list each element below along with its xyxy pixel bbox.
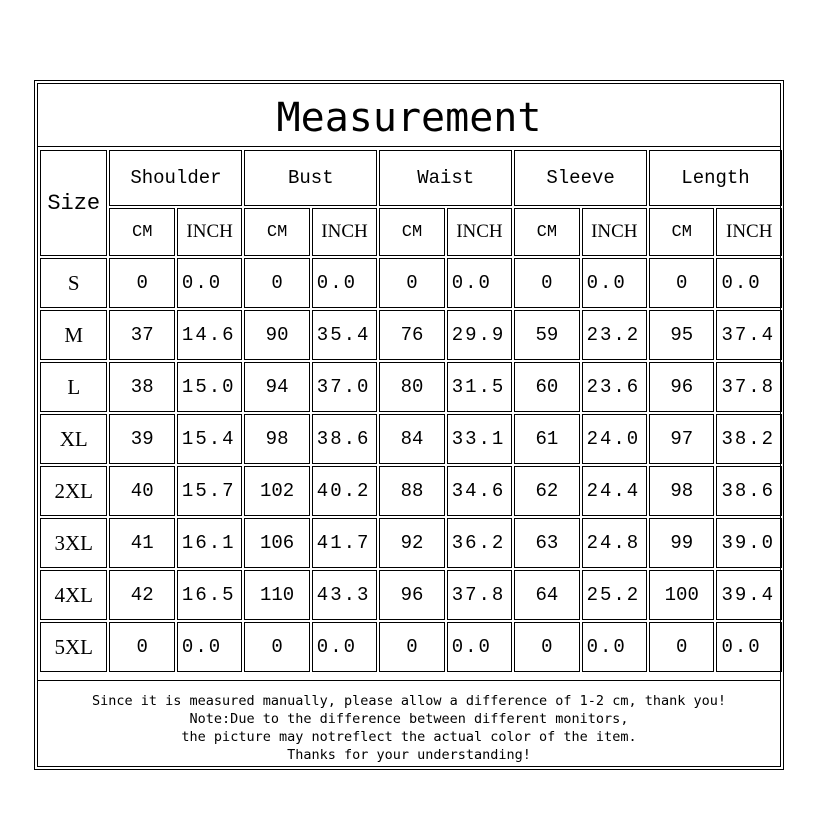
inch-cell: 14.6 [177, 310, 242, 360]
cm-cell: 38 [109, 362, 174, 412]
unit-cm-header: CM [244, 208, 309, 256]
unit-cm-header: CM [379, 208, 444, 256]
inch-cell: 36.2 [447, 518, 512, 568]
cm-cell: 0 [649, 258, 714, 308]
inch-cell: 31.5 [447, 362, 512, 412]
unit-inch-header: INCH [312, 208, 377, 256]
table-row [40, 310, 782, 360]
cm-cell: 63 [514, 518, 579, 568]
footer-note [38, 680, 780, 766]
cm-cell: 76 [379, 310, 444, 360]
inch-cell: 15.7 [177, 466, 242, 516]
inch-cell: 24.4 [582, 466, 647, 516]
inch-cell: 41.7 [312, 518, 377, 568]
size-cell: S [40, 258, 107, 308]
table-row [40, 258, 782, 308]
cm-cell: 0 [649, 622, 714, 672]
size-cell: 5XL [40, 622, 107, 672]
cm-cell: 40 [109, 466, 174, 516]
cm-cell: 0 [379, 622, 444, 672]
cm-cell: 110 [244, 570, 309, 620]
unit-inch-header: INCH [447, 208, 512, 256]
table-row [40, 622, 782, 672]
unit-inch-header: INCH [582, 208, 647, 256]
size-cell: L [40, 362, 107, 412]
size-column-header: Size [40, 150, 107, 256]
size-cell: XL [40, 414, 107, 464]
inch-cell: 34.6 [447, 466, 512, 516]
footer-line: Since it is measured manually, please allow a difference of 1-2 cm, thank you! [92, 693, 726, 709]
inch-cell: 24.8 [582, 518, 647, 568]
cm-cell: 96 [649, 362, 714, 412]
inch-cell: 0.0 [582, 622, 647, 672]
cm-cell: 41 [109, 518, 174, 568]
cm-cell: 0 [514, 258, 579, 308]
cm-cell: 88 [379, 466, 444, 516]
cm-cell: 102 [244, 466, 309, 516]
inch-cell: 16.5 [177, 570, 242, 620]
cm-cell: 96 [379, 570, 444, 620]
cm-cell: 62 [514, 466, 579, 516]
footer-line: the picture may notreflect the actual color of the item. [181, 729, 637, 745]
inch-cell: 16.1 [177, 518, 242, 568]
inch-cell: 0.0 [447, 258, 512, 308]
bust-header: Bust [244, 150, 377, 206]
table-row [40, 570, 782, 620]
size-cell: 2XL [40, 466, 107, 516]
cm-cell: 0 [514, 622, 579, 672]
cm-cell: 39 [109, 414, 174, 464]
size-cell: 3XL [40, 518, 107, 568]
table-row [40, 362, 782, 412]
inch-cell: 0.0 [177, 622, 242, 672]
cm-cell: 0 [244, 258, 309, 308]
cm-cell: 80 [379, 362, 444, 412]
unit-cm-header: CM [109, 208, 174, 256]
inch-cell: 37.8 [716, 362, 782, 412]
cm-cell: 106 [244, 518, 309, 568]
inch-cell: 40.2 [312, 466, 377, 516]
inch-cell: 37.4 [716, 310, 782, 360]
size-chart-inner [37, 83, 781, 767]
inch-cell: 39.4 [716, 570, 782, 620]
inch-cell: 0.0 [312, 258, 377, 308]
inch-cell: 0.0 [582, 258, 647, 308]
cm-cell: 0 [244, 622, 309, 672]
length-header: Length [649, 150, 782, 206]
inch-cell: 29.9 [447, 310, 512, 360]
inch-cell: 0.0 [447, 622, 512, 672]
inch-cell: 0.0 [716, 258, 782, 308]
cm-cell: 61 [514, 414, 579, 464]
cm-cell: 60 [514, 362, 579, 412]
inch-cell: 0.0 [312, 622, 377, 672]
inch-cell: 24.0 [582, 414, 647, 464]
table-row [40, 414, 782, 464]
cm-cell: 97 [649, 414, 714, 464]
inch-cell: 33.1 [447, 414, 512, 464]
inch-cell: 23.2 [582, 310, 647, 360]
inch-cell: 38.2 [716, 414, 782, 464]
inch-cell: 37.0 [312, 362, 377, 412]
cm-cell: 100 [649, 570, 714, 620]
inch-cell: 35.4 [312, 310, 377, 360]
cm-cell: 92 [379, 518, 444, 568]
cm-cell: 42 [109, 570, 174, 620]
cm-cell: 64 [514, 570, 579, 620]
inch-cell: 43.3 [312, 570, 377, 620]
inch-cell: 15.0 [177, 362, 242, 412]
unit-inch-header: INCH [177, 208, 242, 256]
table-row [40, 518, 782, 568]
cm-cell: 59 [514, 310, 579, 360]
cm-cell: 37 [109, 310, 174, 360]
inch-cell: 0.0 [716, 622, 782, 672]
size-cell: 4XL [40, 570, 107, 620]
unit-cm-header: CM [649, 208, 714, 256]
inch-cell: 39.0 [716, 518, 782, 568]
sleeve-header: Sleeve [514, 150, 647, 206]
unit-inch-header: INCH [716, 208, 782, 256]
cm-cell: 98 [244, 414, 309, 464]
size-cell: M [40, 310, 107, 360]
cm-cell: 99 [649, 518, 714, 568]
inch-cell: 15.4 [177, 414, 242, 464]
cm-cell: 0 [109, 622, 174, 672]
shoulder-header: Shoulder [109, 150, 242, 206]
inch-cell: 38.6 [312, 414, 377, 464]
cm-cell: 0 [109, 258, 174, 308]
waist-header: Waist [379, 150, 512, 206]
size-chart [34, 80, 784, 770]
inch-cell: 0.0 [177, 258, 242, 308]
inch-cell: 37.8 [447, 570, 512, 620]
inch-cell: 25.2 [582, 570, 647, 620]
cm-cell: 98 [649, 466, 714, 516]
footer-line: Note:Due to the difference between different monitors, [189, 711, 629, 727]
inch-cell: 23.6 [582, 362, 647, 412]
inch-cell: 38.6 [716, 466, 782, 516]
chart-title: Measurement [38, 84, 780, 147]
cm-cell: 0 [379, 258, 444, 308]
cm-cell: 94 [244, 362, 309, 412]
cm-cell: 95 [649, 310, 714, 360]
footer-line: Thanks for your understanding! [287, 747, 531, 763]
measurement-table [38, 148, 784, 674]
cm-cell: 90 [244, 310, 309, 360]
unit-cm-header: CM [514, 208, 579, 256]
table-row [40, 466, 782, 516]
cm-cell: 84 [379, 414, 444, 464]
